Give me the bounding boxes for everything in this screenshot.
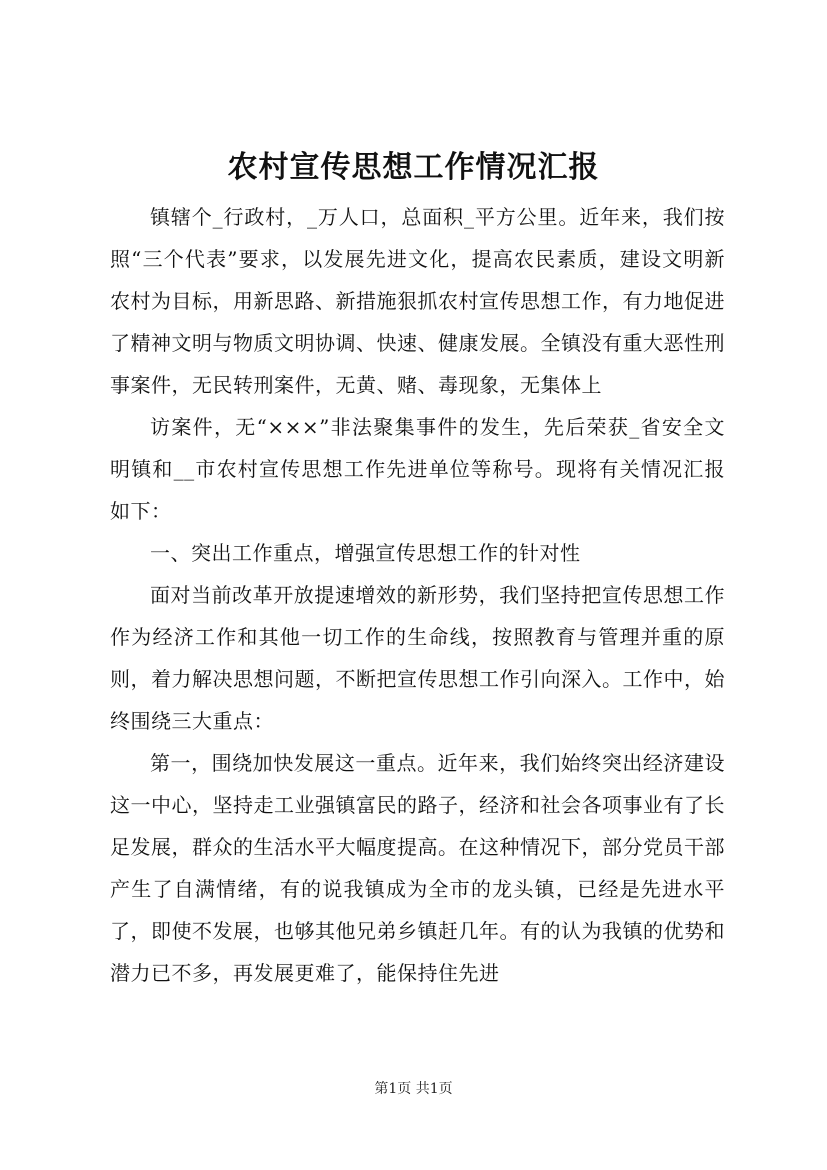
paragraph-section-1: 面对当前改革开放提速增效的新形势，我们坚持把宣传思想工作作为经济工作和其他一切工作的生命线，按照教育与管理并重的原则，着力解决思想问题，不断把宣传思想工作引向深入。工作中，始终围绕三大重点： xyxy=(110,583,725,733)
paragraph-continuation: 访案件，无“×××”非法聚集事件的发生，先后荣获_省安全文明镇和__市农村宣传思想工作先进单位等称号。现将有关情况汇报如下： xyxy=(110,415,725,523)
section-heading-1: 一、突出工作重点，增强宣传思想工作的针对性 xyxy=(150,541,581,565)
page-footer: 第1页 共1页 xyxy=(374,1081,453,1097)
document-body xyxy=(110,196,725,994)
paragraph-point-1: 第一，围绕加快发展这一重点。近年来，我们始终突出经济建设这一中心，坚持走工业强镇富民的路子，经济和社会各项事业有了长足发展，群众的生活水平大幅度提高。在这种情况下，部分党员干部产生了自满情绪，有的说我镇成为全市的龙头镇，已经是先进水平了，即使不发展，也够其他兄弟乡镇赶几年。有的认为我镇的优势和潜力已不多，再发展更难了，能保持住先进 xyxy=(110,751,725,985)
document-title: 农村宣传思想工作情况汇报 xyxy=(227,150,600,185)
paragraph-intro: 镇辖个_行政村，_万人口，总面积_平方公里。近年来，我们按照“三个代表”要求，以发展先进文化，提高农民素质，建设文明新农村为目标，用新思路、新措施狠抓农村宣传思想工作，有力地促进了精神文明与物质文明协调、快速、健康发展。全镇没有重大恶性刑事案件，无民转刑案件，无黄、赌、毒现象，无集体上 xyxy=(110,205,725,397)
